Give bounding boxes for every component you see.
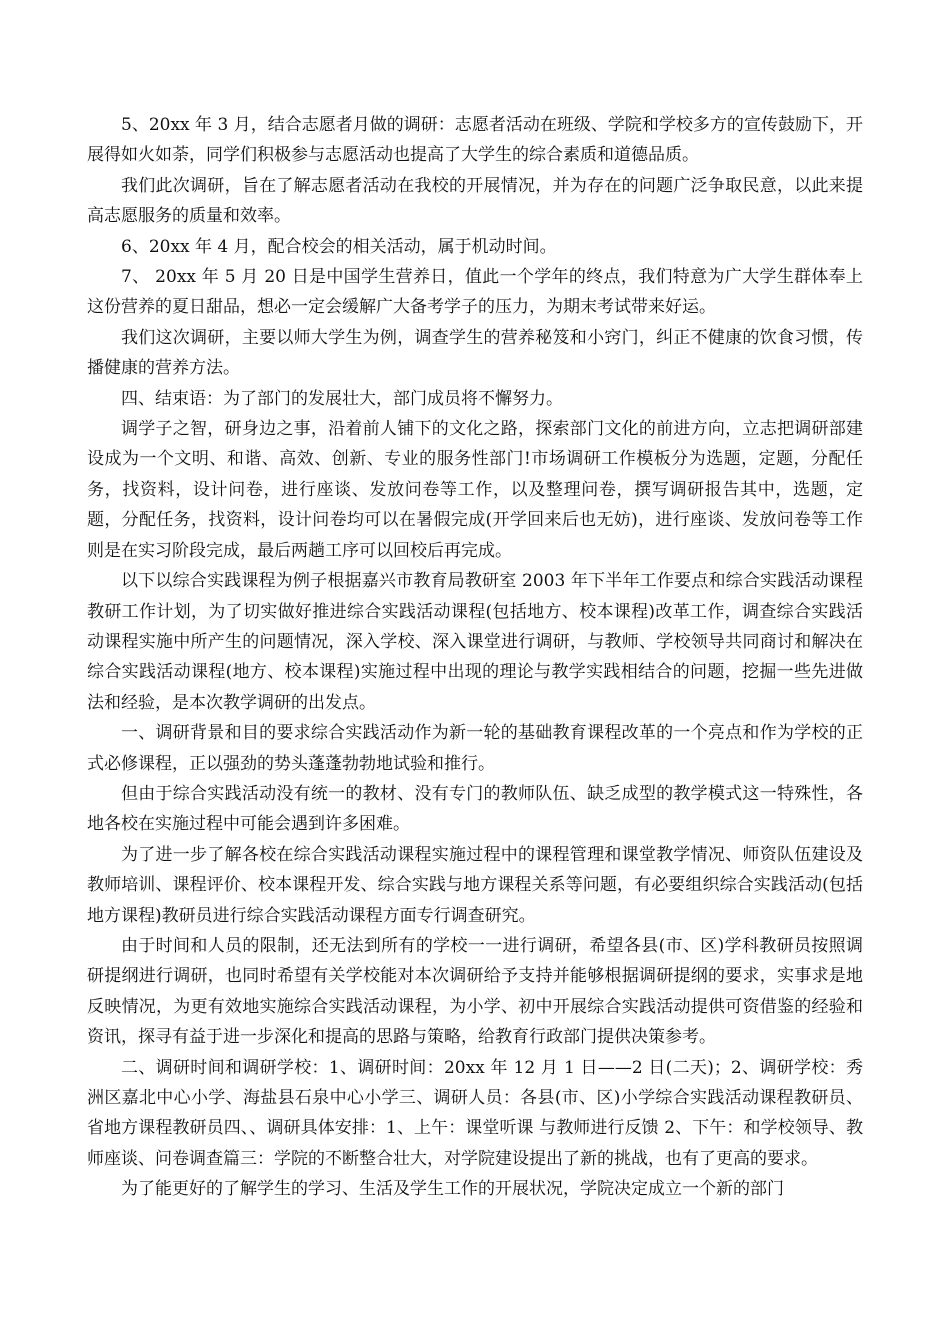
paragraph: 为了能更好的了解学生的学习、生活及学生工作的开展状况，学院决定成立一个新的部门 [121, 1179, 784, 1200]
paragraph: 5、20xx 年 3 月，结合志愿者月做的调研：志愿者活动在班级、学院和学校多方的宣传鼓励下，开展得如火如荼，同学们积极参与志愿活动也提高了大学生的综合素质和道德品质。 [87, 115, 863, 166]
paragraph: 7、 20xx 年 5 月 20 日是中国学生营养日，值此一个学年的终点，我们特意为广大学生群体奉上这份营养的夏日甜品，想必一定会缓解广大备考学子的压力，为期末考试带来好运。 [87, 267, 863, 318]
paragraph: 但由于综合实践活动没有统一的教材、没有专门的教师队伍、缺乏成型的教学模式这一特殊性，各地各校在实施过程中可能会遇到许多困难。 [87, 783, 863, 835]
paragraph: 为了进一步了解各校在综合实践活动课程实施过程中的课程管理和课堂教学情况、师资队伍建设及教师培训、课程评价、校本课程开发、综合实践与地方课程关系等问题，有必要组织综合实践活动(包括地方课程)教研员进行综合实践活动课程方面专行调查研究。 [87, 844, 863, 926]
paragraph: 6、20xx 年 4 月，配合校会的相关活动，属于机动时间。 [121, 236, 557, 257]
paragraph: 我们此次调研，旨在了解志愿者活动在我校的开展情况，并为存在的问题广泛争取民意，以此来提高志愿服务的质量和效率。 [87, 175, 863, 227]
paragraph: 一、调研背景和目的要求综合实践活动作为新一轮的基础教育课程改革的一个亮点和作为学校的正式必修课程，正以强劲的势头蓬蓬勃勃地试验和推行。 [87, 723, 863, 774]
paragraph: 调学子之智，研身边之事，沿着前人铺下的文化之路，探索部门文化的前进方向，立志把调研部建设成为一个文明、和谐、高效、创新、专业的服务性部门!市场调研工作模板分为选题，定题，分配任务，找资料，设计问卷，进行座谈、发放问卷等工作，以及整理问卷，撰写调研报告其中，选题，定题，分配任务，找资料，设计问卷均可以在暑假完成(开学回来后也无妨)，进行座谈、发放问卷等工作则是在实习阶段完成，最后两趟工序可以回校后再完成。 [87, 419, 863, 561]
section-heading-conclusion: 四、结束语：为了部门的发展壮大，部门成员将不懈努力。 [121, 388, 563, 409]
paragraph: 二、调研时间和调研学校：1、调研时间：20xx 年 12 月 1 日——2 日(二天)；2、调研学校：秀洲区嘉北中心小学、海盐县石泉中心小学三、调研人员：各县(市、区)小学综合实践活动课程教研员、省地方课程教研员四、、调研具体安排：1、上午：课堂听课 与教师进行反馈 2、下午：和学校领导、教师座谈、问卷调查篇三：学院的不断整合壮大，对学院建设提出了新的挑战，也有了更高的要求。 [87, 1057, 863, 1169]
document-page [87, 110, 863, 1205]
paragraph: 我们这次调研，主要以师大学生为例，调查学生的营养秘笈和小窍门，纠正不健康的饮食习惯，传播健康的营养方法。 [87, 327, 863, 379]
paragraph: 以下以综合实践课程为例子根据嘉兴市教育局教研室 2003 年下半年工作要点和综合实践活动课程教研工作计划，为了切实做好推进综合实践活动课程(包括地方、校本课程)改革工作，调查综合实践活动课程实施中所产生的问题情况，深入学校、深入课堂进行调研，与教师、学校领导共同商讨和解决在综合实践活动课程(地方、校本课程)实施过程中出现的理论与教学实践相结合的问题，挖掘一些先进做法和经验，是本次教学调研的出发点。 [87, 571, 863, 713]
paragraph: 由于时间和人员的限制，还无法到所有的学校一一进行调研，希望各县(市、区)学科教研员按照调研提纲进行调研，也同时希望有关学校能对本次调研给予支持并能够根据调研提纲的要求，实事求是地反映情况，为更有效地实施综合实践活动课程，为小学、初中开展综合实践活动提供可资借鉴的经验和资讯，探寻有益于进一步深化和提高的思路与策略，给教育行政部门提供决策参考。 [87, 935, 863, 1048]
